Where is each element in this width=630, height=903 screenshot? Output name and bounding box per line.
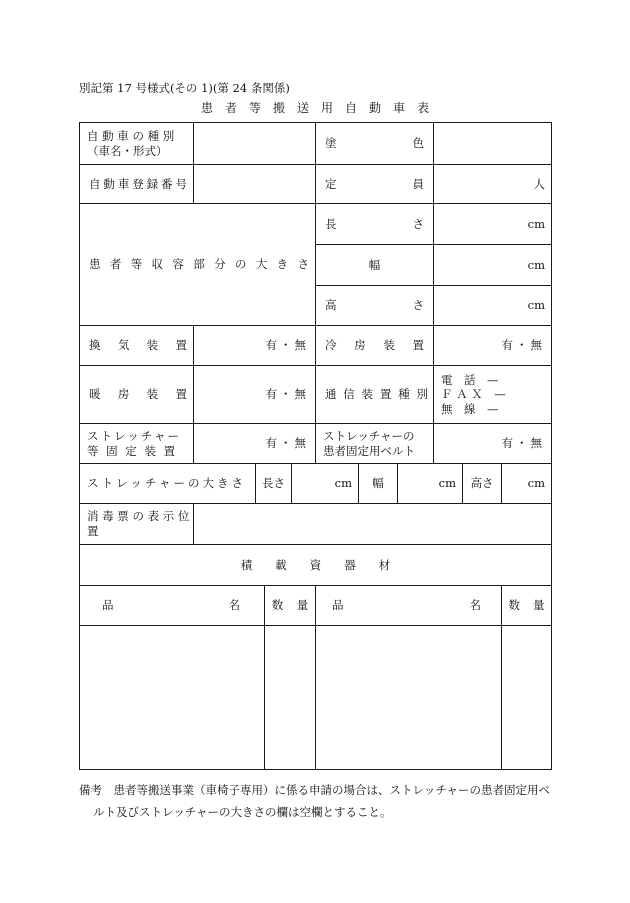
label-char: さ (412, 216, 424, 231)
label-char: 録 (146, 176, 159, 191)
belt-label (316, 424, 433, 463)
yes-no-option[interactable]: 有・無 (265, 436, 309, 451)
item-name-entry-left[interactable] (80, 626, 264, 769)
label-char: 房 (117, 387, 130, 402)
registration-label (80, 165, 193, 203)
label-char: 別 (416, 387, 428, 402)
quantity-entry-left[interactable] (265, 626, 315, 769)
footnote-line1: 備考 患者等搬送事業（車椅子専用）に係る申請の場合は、ストレッチャーの患者固定用ベ (79, 783, 551, 797)
stretcher-length-field[interactable] (292, 464, 358, 503)
height-text: 高さ (470, 476, 494, 491)
equipment-section-title (80, 545, 551, 585)
label-char: 名 (228, 598, 240, 613)
comm-option-phone[interactable]: 電 話 — (441, 372, 499, 387)
vehicle-type-line2: （車名・形式） (87, 143, 168, 158)
stretcher-fix-label (80, 424, 193, 463)
label-char: 名 (469, 598, 481, 613)
label-char: 登 (132, 176, 144, 191)
capacity-label (316, 165, 433, 203)
footnote (79, 779, 559, 823)
label-char: 大 (255, 257, 268, 272)
label-char: 動 (103, 176, 115, 191)
section-title-text: 積載資器材 (240, 557, 414, 572)
length-text: 長さ (262, 476, 285, 491)
label-char: 員 (412, 176, 424, 191)
color-label-char: 塗 (325, 136, 337, 151)
label-char: 分 (214, 257, 226, 272)
stretcher-length-label (256, 464, 291, 503)
stretcher-fix-line1: ストレッチャー (87, 428, 182, 443)
label-char: の (234, 257, 247, 272)
disinfection-field[interactable] (194, 504, 551, 544)
label-char: 装 (361, 387, 374, 402)
disinfection-line1: 消 毒 票 の 表 示 位 (87, 509, 190, 524)
comm-type-label (316, 366, 433, 423)
label-char: 品 (332, 598, 344, 613)
label-char: 収 (151, 257, 164, 272)
label-char: 装 (146, 338, 159, 353)
label-char: 量 (533, 598, 545, 613)
stretcher-size-label (80, 464, 255, 503)
belt-line1: ストレッチャーの (323, 428, 415, 443)
unit-label: cm (334, 476, 352, 491)
label-char: 装 (146, 387, 159, 402)
capacity-unit: 人 (533, 176, 545, 191)
color-field[interactable] (434, 123, 551, 164)
label-char: 高 (325, 298, 337, 313)
stretcher-height-label (463, 464, 501, 503)
label-char: 数 (271, 598, 284, 613)
stretcher-fix-field[interactable] (194, 424, 315, 463)
label-char: 長 (325, 216, 337, 231)
label-char: 気 (117, 338, 130, 353)
label-char: 種 (398, 387, 410, 402)
vehicle-type-line1: 自 動 車 の 種 別 (87, 128, 175, 143)
label-char: 置 (412, 338, 424, 353)
label-char: 通 (325, 387, 337, 402)
label-char: 量 (296, 598, 309, 613)
width-label (316, 245, 433, 285)
item-name-entry-right[interactable] (316, 626, 501, 769)
height-field[interactable] (434, 286, 551, 325)
label-char: 号 (175, 176, 187, 191)
cooling-field[interactable] (434, 326, 551, 365)
disinfection-label (80, 504, 193, 544)
comm-type-options (434, 366, 551, 423)
yes-no-option[interactable]: 有・無 (265, 387, 309, 402)
vehicle-type-label (80, 123, 193, 164)
quantity-header-left (265, 586, 315, 625)
label-char: 置 (379, 387, 392, 402)
width-field[interactable] (434, 245, 551, 285)
form-reference: 別記第 17 号様式(その 1)(第 24 条関係) (79, 81, 290, 95)
quantity-entry-right[interactable] (502, 626, 551, 769)
disinfection-line2: 置 (87, 524, 99, 538)
unit-label: cm (527, 476, 545, 491)
unit-label: cm (438, 476, 456, 491)
yes-no-option[interactable]: 有・無 (501, 436, 545, 451)
stretcher-size-text: ストレッチャーの大きさ (87, 476, 247, 491)
registration-field[interactable] (194, 165, 315, 203)
cooling-label (316, 326, 433, 365)
yes-no-option[interactable]: 有・無 (501, 338, 545, 353)
label-char: 定 (325, 176, 337, 191)
label-char: 冷 (325, 338, 337, 353)
label-char: さ (412, 298, 424, 313)
comm-option-fax[interactable]: Ｆ Ａ Ｘ — (441, 387, 506, 402)
heating-label (80, 366, 193, 423)
color-label-char: 色 (412, 136, 424, 151)
label-char: 換 (89, 338, 101, 353)
label-char: 数 (508, 598, 520, 613)
label-char: 自 (89, 176, 101, 191)
label-char: 幅 (368, 257, 381, 272)
label-char: き (276, 257, 289, 272)
label-char: 容 (172, 257, 184, 272)
height-label (316, 286, 433, 325)
stretcher-fix-line2: 等 固 定 装 置 (87, 443, 178, 458)
ventilation-field[interactable] (194, 326, 315, 365)
heating-field[interactable] (194, 366, 315, 423)
belt-line2: 患者固定用ベルト (323, 443, 415, 458)
label-char: 車 (117, 176, 130, 191)
label-char: 暖 (89, 387, 101, 402)
quantity-header-right (502, 586, 551, 625)
capacity-field[interactable] (434, 165, 551, 203)
footnote-line2: ルト及びストレッチャーの大きさの欄は空欄とすること。 (93, 805, 392, 819)
item-name-header-right (316, 586, 501, 625)
stretcher-height-field[interactable] (502, 464, 551, 503)
label-char: 品 (102, 598, 114, 613)
yes-no-option[interactable]: 有・無 (265, 338, 309, 353)
width-text: 幅 (372, 476, 384, 491)
label-char: 者 (109, 257, 122, 272)
label-char: 部 (193, 257, 205, 272)
unit-label: cm (527, 298, 545, 313)
item-name-header-left (80, 586, 264, 625)
stretcher-width-field[interactable] (398, 464, 462, 503)
vehicle-table (79, 122, 552, 770)
label-char: 患 (89, 257, 101, 272)
unit-label: cm (527, 257, 545, 272)
vehicle-type-field[interactable] (194, 123, 315, 164)
ventilation-label (80, 326, 193, 365)
stretcher-width-label (359, 464, 397, 503)
label-char: 番 (161, 176, 173, 191)
label-char: 等 (130, 257, 143, 272)
compartment-size-label (80, 204, 315, 325)
form-title: 患者等搬送用自動車表 (200, 101, 441, 115)
color-label (316, 123, 433, 164)
length-field[interactable] (434, 204, 551, 244)
label-char: 置 (175, 387, 187, 402)
label-char: 置 (175, 338, 187, 353)
length-label (316, 204, 433, 244)
unit-label: cm (527, 216, 545, 231)
comm-option-radio[interactable]: 無 線 — (441, 401, 499, 416)
label-char: 装 (383, 338, 395, 353)
label-char: 信 (343, 387, 355, 402)
label-char: 房 (354, 338, 366, 353)
label-char: さ (297, 257, 309, 272)
belt-field[interactable] (434, 424, 551, 463)
